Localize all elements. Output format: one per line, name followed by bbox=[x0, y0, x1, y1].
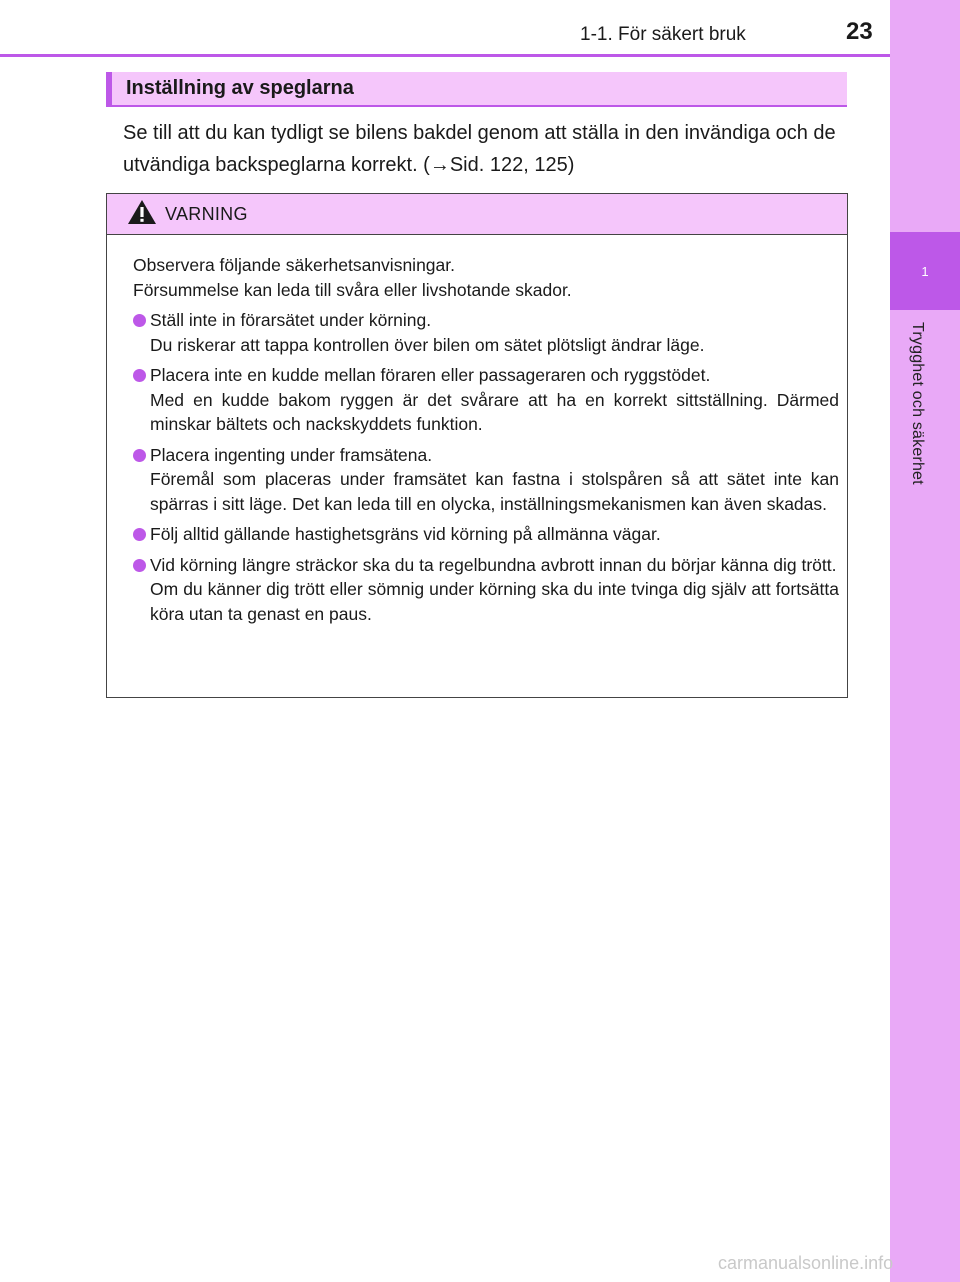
header-rule bbox=[0, 54, 890, 57]
bullet-line: Vid körning längre sträckor ska du ta regelbundna avbrott innan du börjar känna dig trött. bbox=[150, 554, 837, 575]
side-tab bbox=[890, 0, 960, 1282]
bullet-dot-icon bbox=[133, 369, 146, 382]
warning-label: VARNING bbox=[165, 204, 248, 224]
warning-bullet bbox=[133, 522, 839, 547]
bullet-line: Med en kudde bakom ryggen är det svårare att ha en korrekt sittställning. Därmed minskar bältets och nackskyddets funktion. bbox=[150, 389, 839, 434]
warning-bullet bbox=[133, 553, 839, 627]
warning-intro-line: Försummelse kan leda till svåra eller livshotande skador. bbox=[133, 279, 572, 300]
bullet-dot-icon bbox=[133, 528, 146, 541]
section-heading-text: Inställning av speglarna bbox=[126, 77, 354, 99]
warning-body bbox=[133, 253, 839, 626]
warning-bullet bbox=[133, 443, 839, 517]
bullet-line: Föremål som placeras under framsätet kan fastna i stolspåren så att sätet inte kan spärras i sitt läge. Det kan leda till en olycka, inställningsmekanismen kan även skadas. bbox=[150, 469, 839, 514]
warning-box bbox=[106, 193, 848, 698]
section-heading bbox=[106, 72, 847, 107]
chapter-number-box bbox=[890, 232, 960, 310]
warning-triangle-icon bbox=[127, 199, 157, 225]
chapter-title: Trygghet och säkerhet bbox=[909, 322, 926, 485]
warning-bullet bbox=[133, 363, 839, 437]
page-number: 23 bbox=[846, 18, 873, 45]
bullet-line: Följ alltid gällande hastighetsgräns vid körning på allmänna vägar. bbox=[150, 524, 661, 544]
bullet-line: Om du känner dig trött eller sömnig under körning ska du inte tvinga dig själv att fortsätta köra utan ta genast en paus. bbox=[150, 579, 839, 624]
bullet-dot-icon bbox=[133, 559, 146, 572]
watermark: carmanualsonline.info bbox=[718, 1253, 894, 1273]
warning-bullet bbox=[133, 308, 839, 357]
intro-paragraph bbox=[123, 117, 853, 181]
bullet-line: Du riskerar att tappa kontrollen över bilen om sätet plötsligt ändrar läge. bbox=[150, 334, 705, 355]
bullet-dot-icon bbox=[133, 314, 146, 327]
chapter-number: 1 bbox=[921, 263, 929, 279]
bullet-line: Placera inte en kudde mellan föraren eller passageraren och ryggstödet. bbox=[150, 365, 711, 385]
warning-header bbox=[107, 194, 847, 235]
bullet-line: Ställ inte in förarsätet under körning. bbox=[150, 310, 432, 330]
header-section-title: 1-1. För säkert bruk bbox=[580, 24, 746, 45]
bullet-dot-icon bbox=[133, 449, 146, 462]
intro-page-reference: Sid. 122, 125) bbox=[449, 154, 575, 176]
warning-intro-line: Observera följande säkerhetsanvisningar. bbox=[133, 255, 455, 275]
reference-arrow-icon: → bbox=[429, 154, 450, 176]
intro-text-before: Se till att du kan tydligt se bilens bakdel genom att ställa in den invändiga och de utvändiga backspeglarna korrekt. ( bbox=[123, 122, 836, 176]
bullet-line: Placera ingenting under framsätena. bbox=[150, 444, 433, 465]
warning-intro bbox=[133, 253, 839, 302]
